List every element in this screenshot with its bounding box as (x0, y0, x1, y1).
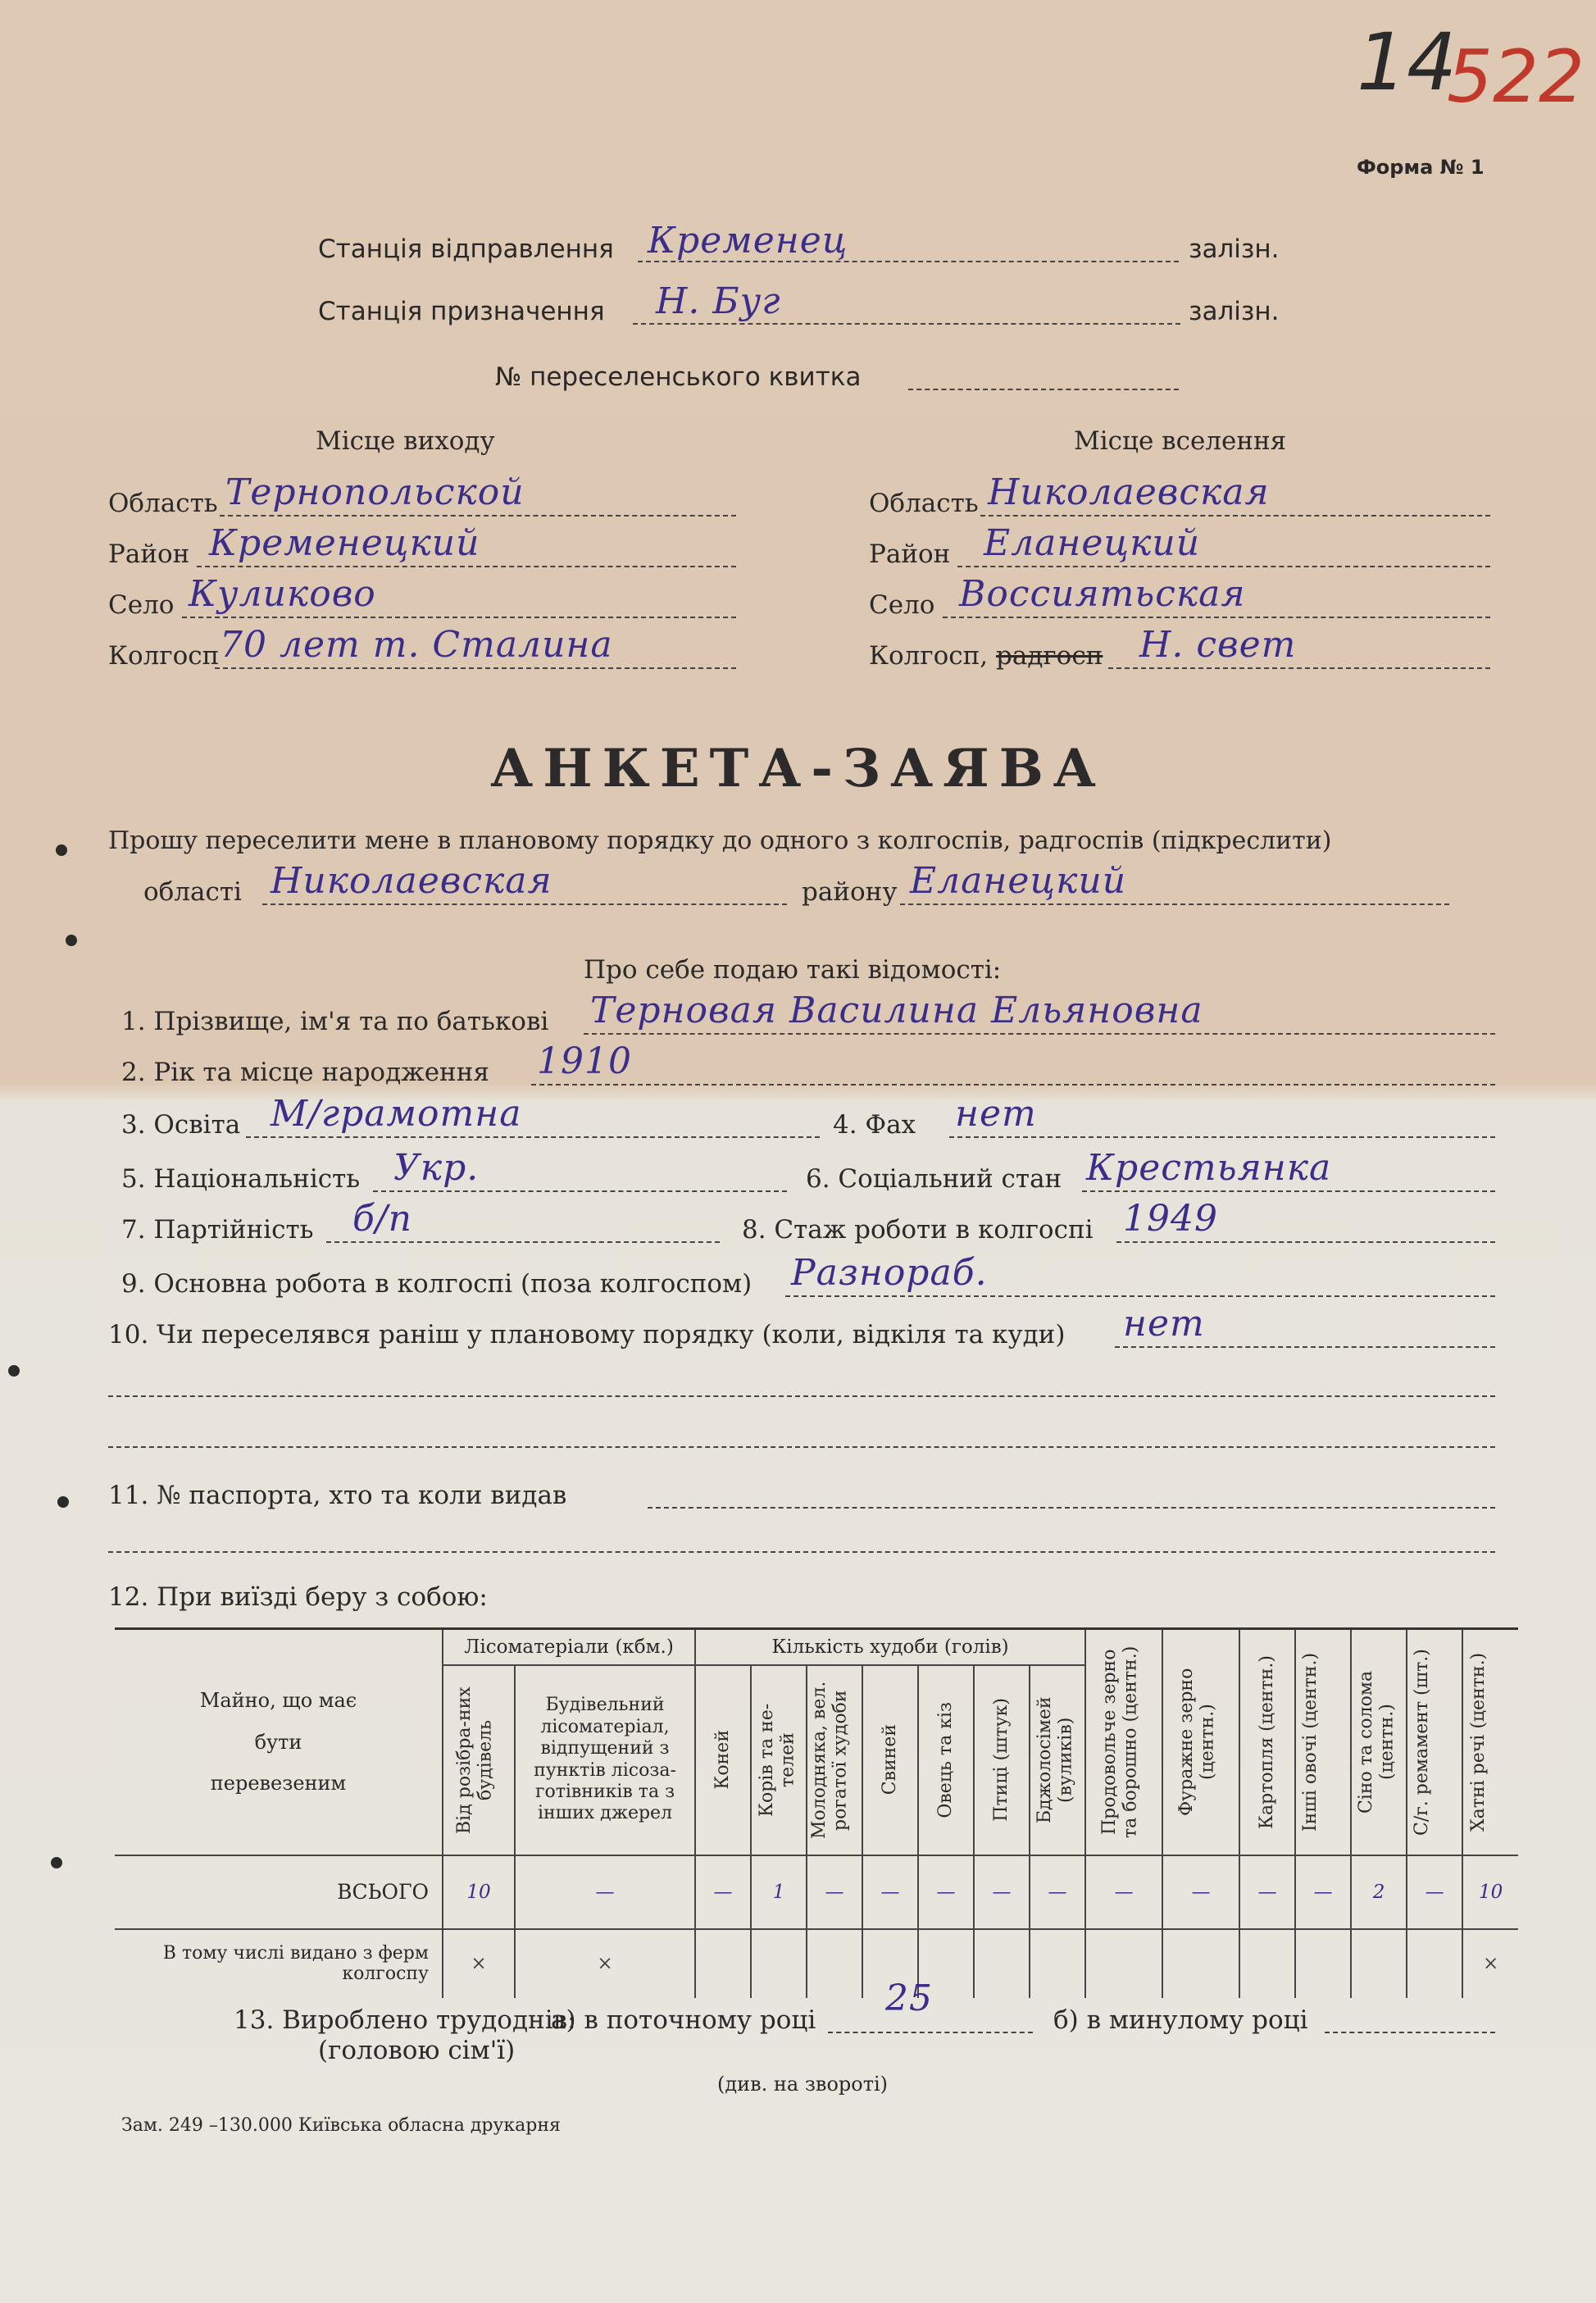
departure-station-value: Кременец (648, 220, 848, 262)
total-value: — (1239, 1855, 1295, 1929)
field-5-value: Укр. (393, 1147, 480, 1189)
col-bee-colonies: Бджолосімей (вуликів) (1034, 1696, 1076, 1823)
col-food-grain: Продовольче зерно та борошно (центн.) (1099, 1645, 1141, 1838)
empty-cell (1295, 1929, 1351, 1998)
request-oblast-label: області (143, 877, 242, 907)
total-value: — (695, 1855, 751, 1929)
farm-row (115, 1929, 1518, 1998)
total-value: — (1295, 1855, 1351, 1929)
ticket-number-line (908, 389, 1179, 390)
destination-radhosp-label: радгосп (996, 641, 1103, 671)
field-7-line (326, 1241, 720, 1243)
col-feed-grain: Фуражне зерно (центн.) (1176, 1668, 1218, 1816)
archive-number-value: 522 (1447, 34, 1585, 119)
total-value: — (918, 1855, 974, 1929)
field-10-value: нет (1123, 1303, 1205, 1345)
total-value: — (1030, 1855, 1085, 1929)
property-header-cell (115, 1629, 443, 1855)
empty-cell (1085, 1929, 1162, 1998)
departure-rail-suffix: залізн. (1189, 234, 1280, 264)
total-value: — (515, 1855, 695, 1929)
origin-selo-value: Куликово (189, 573, 376, 615)
destination-kolhosp-line (1108, 667, 1490, 669)
arrival-rail-suffix: залізн. (1189, 297, 1280, 326)
field-8-label: 8. Стаж роботи в колгоспі (742, 1215, 1094, 1245)
request-raion-label: району (802, 877, 898, 907)
destination-heading: Місце вселення (1074, 426, 1287, 456)
form-number-label: Форма № 1 (1357, 156, 1485, 179)
arrival-station-line (633, 323, 1180, 325)
field-6-label: 6. Соціальний стан (806, 1164, 1062, 1194)
binding-hole (57, 1496, 69, 1508)
field-1-label: 1. Прізвище, ім'я та по батькові (121, 1007, 549, 1036)
col-other-vegetables: Інші овочі (центн.) (1300, 1652, 1321, 1832)
field-10-line (1115, 1346, 1495, 1348)
request-raion-value: Еланецкий (910, 860, 1127, 902)
field-3-value: М/грамотна (271, 1093, 522, 1135)
origin-kolhosp-value: 70 лет т. Сталина (220, 624, 613, 666)
origin-oblast-label: Область (108, 489, 218, 518)
field-7-label: 7. Партійність (121, 1215, 314, 1245)
workdays-sub-label: (головою сім'ї) (318, 2036, 516, 2065)
origin-kolhosp-label: Колгосп (108, 641, 220, 671)
field-4-line (949, 1136, 1495, 1138)
empty-cell (1407, 1929, 1462, 1998)
destination-oblast-label: Область (869, 489, 979, 518)
farm-label: В тому числі видано з ферм колгоспу (115, 1929, 443, 1998)
field-1-line (584, 1033, 1495, 1035)
empty-cell (1351, 1929, 1407, 1998)
workdays-current-value: 25 (885, 1978, 933, 2019)
field-3-label: 3. Освіта (121, 1110, 241, 1140)
field-5-line (373, 1190, 787, 1192)
workdays-label: 13. Вироблено трудоднів: (234, 2005, 576, 2035)
archive-number-prefix: 14 (1357, 16, 1457, 108)
total-row (115, 1855, 1518, 1929)
col-young-cattle: Молодняка, вел. рогатої худоби (809, 1681, 851, 1839)
destination-raion-line (957, 566, 1490, 567)
col-building-lumber: Будівельний лісоматеріал, відпущений з пунктів лісоза-готівників та з інших джерел (534, 1695, 676, 1824)
field-6-line (1082, 1190, 1495, 1192)
field-2-line (531, 1084, 1495, 1086)
field-6-value: Крестьянка (1086, 1147, 1332, 1189)
request-oblast-line (262, 903, 787, 905)
origin-selo-line (182, 617, 736, 618)
destination-raion-value: Еланецкий (984, 522, 1201, 564)
workdays-previous-line (1325, 2032, 1495, 2033)
total-value: — (1407, 1855, 1462, 1929)
field-11-extra-line (108, 1551, 1495, 1553)
belongings-table (115, 1627, 1503, 1996)
col-hay-straw: Сіно та солома (центн.) (1356, 1670, 1398, 1814)
empty-cell (1030, 1929, 1085, 1998)
destination-oblast-value: Николаевская (988, 471, 1270, 513)
property-header: Майно, що має бути перевезеним (199, 1689, 357, 1795)
lumber-group-header: Лісоматеріали (кбм.) (443, 1629, 695, 1665)
field-10-extra-line (108, 1395, 1495, 1397)
field-3-line (246, 1136, 820, 1138)
col-sheep-goats: Овець та кіз (935, 1701, 957, 1818)
binding-hole (56, 844, 67, 856)
field-9-line (785, 1295, 1495, 1297)
printer-note: Зам. 249 –130.000 Київська обласна друкарня (121, 2115, 561, 2136)
destination-selo-line (943, 617, 1490, 618)
total-value: — (807, 1855, 862, 1929)
col-potatoes: Картопля (центн.) (1257, 1654, 1278, 1829)
field-2-label: 2. Рік та місце народження (121, 1058, 489, 1087)
workdays-current-label: а) в поточному році (551, 2005, 816, 2035)
total-value: 1 (751, 1855, 807, 1929)
field-7-value: б/п (352, 1198, 413, 1240)
col-poultry: Птиці (штук) (991, 1698, 1012, 1822)
total-value: — (1085, 1855, 1162, 1929)
total-label: ВСЬОГО (115, 1855, 443, 1929)
destination-kolhosp-value: Н. свет (1139, 624, 1297, 666)
binding-hole (51, 1857, 62, 1868)
origin-kolhosp-line (215, 667, 736, 669)
destination-kolhosp-label: Колгосп, (869, 641, 989, 671)
field-9-value: Разнораб. (791, 1252, 988, 1294)
request-oblast-value: Николаевская (271, 860, 552, 902)
field-5-label: 5. Національність (121, 1164, 361, 1194)
field-8-line (1116, 1241, 1495, 1243)
total-value: 10 (443, 1855, 515, 1929)
destination-selo-value: Воссиятьская (959, 573, 1246, 615)
arrival-station-value: Н. Буг (656, 280, 781, 322)
see-back-note: (див. на звороті) (717, 2073, 889, 2096)
destination-raion-label: Район (869, 539, 951, 569)
col-pigs: Свиней (880, 1724, 901, 1796)
empty-cell (695, 1929, 751, 1998)
origin-raion-value: Кременецкий (209, 522, 480, 564)
field-4-value: нет (955, 1093, 1037, 1135)
origin-raion-line (197, 566, 736, 567)
departure-station-label: Станція відправлення (318, 234, 614, 264)
empty-cell (1162, 1929, 1239, 1998)
document-title: АНКЕТА-ЗАЯВА (490, 738, 1106, 799)
origin-oblast-value: Тернопольской (225, 471, 525, 513)
destination-oblast-line (980, 515, 1490, 517)
origin-heading: Місце виходу (316, 426, 495, 456)
livestock-group-header: Кількість худоби (голів) (695, 1629, 1085, 1665)
origin-selo-label: Село (108, 590, 175, 620)
destination-selo-label: Село (869, 590, 935, 620)
total-value: 10 (1462, 1855, 1518, 1929)
col-building-lumber-cell (515, 1665, 695, 1855)
origin-oblast-line (220, 515, 736, 517)
field-8-value: 1949 (1123, 1198, 1218, 1240)
col-household-items: Хатні речі (центн.) (1467, 1652, 1489, 1832)
request-raion-line (900, 903, 1449, 905)
field-10-extra-line (108, 1446, 1495, 1448)
total-value: — (974, 1855, 1030, 1929)
total-value: — (1162, 1855, 1239, 1929)
workdays-previous-label: б) в минулому році (1053, 2005, 1308, 2035)
workdays-current-line (828, 2032, 1033, 2033)
empty-cell (807, 1929, 862, 1998)
request-text: Прошу переселити мене в плановому порядку до одного з колгоспів, радгоспів (підкреслити) (108, 826, 1332, 855)
origin-raion-label: Район (108, 539, 190, 569)
col-cows: Корів та не-телей (757, 1703, 798, 1817)
arrival-station-label: Станція призначення (318, 297, 605, 326)
total-value: — (862, 1855, 918, 1929)
col-equipment: С/г. ремамент (шт.) (1412, 1648, 1433, 1836)
ticket-number-label: № переселенського квитка (495, 362, 862, 392)
field-1-value: Терновая Василина Ельяновна (590, 990, 1203, 1031)
empty-cell (751, 1929, 807, 1998)
field-9-label: 9. Основна робота в колгоспі (поза колгоспом) (121, 1269, 753, 1299)
field-12-label: 12. При виїзді беру з собою: (108, 1582, 488, 1612)
binding-hole (66, 935, 77, 946)
info-heading: Про себе подаю такі відомості: (584, 955, 1002, 985)
binding-hole (8, 1365, 20, 1377)
field-2-value: 1910 (537, 1040, 632, 1082)
empty-cell (974, 1929, 1030, 1998)
field-11-line (648, 1507, 1495, 1509)
field-4-label: 4. Фах (833, 1110, 916, 1140)
cross-mark: × (443, 1929, 515, 1998)
field-10-label: 10. Чи переселявся раніш у плановому порядку (коли, відкіля та куди) (108, 1320, 1066, 1349)
cross-mark: × (515, 1929, 695, 1998)
col-demolished-buildings: Від розібра-них будівель (454, 1686, 496, 1834)
col-horses: Коней (712, 1730, 734, 1790)
field-11-label: 11. № паспорта, хто та коли видав (108, 1481, 567, 1510)
total-value: 2 (1351, 1855, 1407, 1929)
cross-mark: × (1462, 1929, 1518, 1998)
empty-cell (1239, 1929, 1295, 1998)
